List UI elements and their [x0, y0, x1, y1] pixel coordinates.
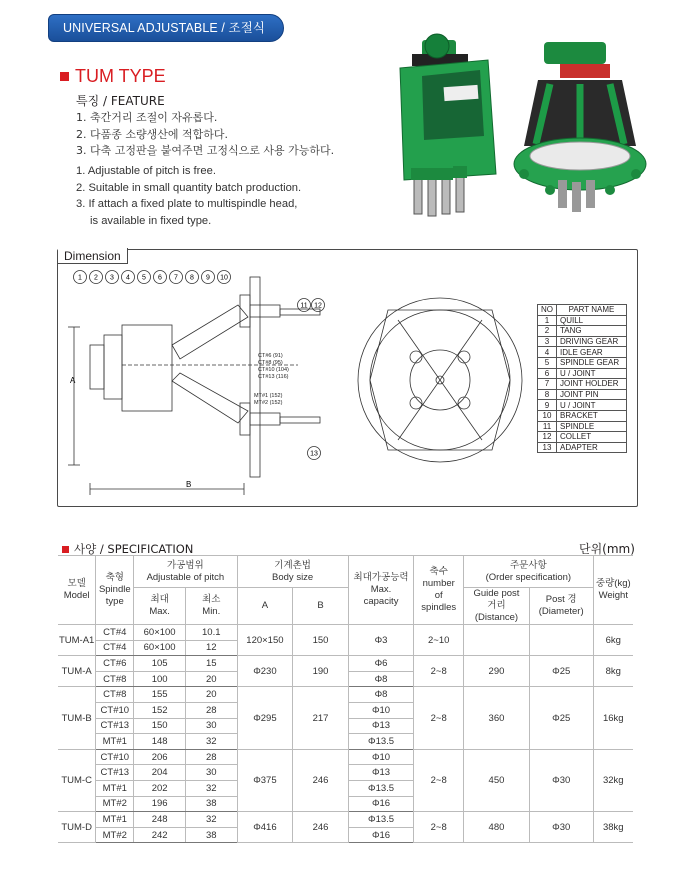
parts-row: [538, 410, 627, 421]
part-no: 8: [538, 389, 557, 400]
parts-row: [538, 442, 627, 453]
spec-pitch-min: 32: [185, 734, 237, 750]
dim-a-label: A: [70, 376, 76, 385]
spec-post-diameter: [529, 625, 593, 656]
spec-guide-post: 360: [464, 687, 530, 749]
product-title: [60, 66, 166, 87]
dim-b-label: B: [186, 480, 192, 489]
spec-body-b: 246: [293, 812, 348, 843]
spec-pitch-min: 28: [185, 749, 237, 765]
col-capacity: 최대가공능력 Max. capacity: [348, 556, 414, 625]
spec-spindle-type: MT#1: [96, 734, 134, 750]
spec-pitch-min: 30: [185, 718, 237, 734]
spec-row: [58, 749, 633, 765]
spec-body-b: 246: [293, 749, 348, 811]
spec-pitch-min: 32: [185, 780, 237, 796]
part-no: 4: [538, 347, 557, 358]
part-no: 7: [538, 379, 557, 390]
ct-note-3: CT#10 (104): [258, 367, 289, 373]
part-name: DRIVING GEAR: [557, 336, 627, 347]
spec-capacity: Φ16: [348, 796, 414, 812]
spec-body-b: 190: [293, 656, 348, 687]
parts-table: [537, 304, 627, 453]
callout-number: 11: [300, 302, 308, 310]
col-weight: 중량(kg) Weight: [593, 556, 633, 625]
callout-number: 9: [206, 274, 210, 282]
spec-guide-post: [464, 625, 530, 656]
spec-model: TUM-B: [58, 687, 96, 749]
callout-number: 2: [94, 274, 98, 282]
spec-pitch-max: 152: [134, 702, 186, 718]
part-name: BRACKET: [557, 410, 627, 421]
section-banner: UNIVERSAL ADJUSTABLE / 조절식: [48, 14, 284, 42]
spec-pitch-max: 100: [134, 671, 186, 687]
parts-row: [538, 326, 627, 337]
col-order: 주문사항 (Order specification): [464, 556, 593, 588]
part-name: SPINDLE GEAR: [557, 357, 627, 368]
spec-row: [58, 656, 633, 672]
spec-capacity: Φ10: [348, 702, 414, 718]
spec-weight: 6kg: [593, 625, 633, 656]
spec-capacity: Φ6: [348, 656, 414, 672]
parts-header-row: [538, 305, 627, 316]
spec-body-a: Φ295: [237, 687, 293, 749]
spec-spindles: 2~8: [414, 749, 464, 811]
col-guide: Guide post 거리 (Distance): [464, 588, 530, 625]
part-no: 10: [538, 410, 557, 421]
spec-pitch-max: 204: [134, 765, 186, 781]
col-pitch-max: 최대 Max.: [134, 588, 186, 625]
callout-number: 12: [314, 302, 322, 310]
callout-number: 3: [110, 274, 114, 282]
part-name: U / JOINT: [557, 368, 627, 379]
spec-spindle-type: CT#6: [96, 656, 134, 672]
spec-heading-text: 사양 / SPECIFICATION: [74, 542, 194, 556]
spec-body-b: 150: [293, 625, 348, 656]
ct-note-4: CT#13 (116): [258, 374, 289, 380]
spec-bullet-icon: [62, 546, 69, 553]
spec-capacity: Φ13: [348, 718, 414, 734]
part-name: IDLE GEAR: [557, 347, 627, 358]
product-photo-box-head: [392, 24, 510, 224]
part-no: 11: [538, 421, 557, 432]
spec-post-diameter: Φ30: [529, 749, 593, 811]
spec-spindle-type: CT#8: [96, 671, 134, 687]
parts-row: [538, 357, 627, 368]
spec-capacity: Φ8: [348, 671, 414, 687]
parts-header-name: PART NAME: [557, 305, 627, 316]
spec-pitch-max: 105: [134, 656, 186, 672]
product-title-text: TUM TYPE: [75, 66, 166, 86]
col-pitch-min: 최소 Min.: [185, 588, 237, 625]
ct-note-2: CT#8 (95): [258, 360, 283, 366]
spec-pitch-max: 206: [134, 749, 186, 765]
spec-guide-post: 450: [464, 749, 530, 811]
spec-pitch-min: 12: [185, 640, 237, 656]
spec-spindle-type: CT#8: [96, 687, 134, 703]
title-bullet-icon: [60, 72, 69, 81]
spec-model: TUM-A: [58, 656, 96, 687]
part-no: 3: [538, 336, 557, 347]
parts-row: [538, 315, 627, 326]
spec-pitch-min: 38: [185, 796, 237, 812]
spec-row: [58, 687, 633, 703]
spec-body-a: Φ416: [237, 812, 293, 843]
spec-post-diameter: Φ25: [529, 687, 593, 749]
spec-pitch-min: 15: [185, 656, 237, 672]
parts-row: [538, 347, 627, 358]
spec-spindle-type: MT#2: [96, 827, 134, 843]
callout-number: 5: [142, 274, 146, 282]
parts-row: [538, 336, 627, 347]
spec-row: [58, 812, 633, 828]
spec-table: [58, 555, 633, 843]
part-name: TANG: [557, 326, 627, 337]
spec-guide-post: 480: [464, 812, 530, 843]
part-name: U / JOINT: [557, 400, 627, 411]
feature-en-3: 3. If attach a fixed plate to multispindle head,: [76, 198, 298, 210]
spec-pitch-min: 20: [185, 687, 237, 703]
spec-spindles: 2~8: [414, 656, 464, 687]
callout-number: 10: [220, 274, 228, 282]
part-name: SPINDLE: [557, 421, 627, 432]
spec-body-b: 217: [293, 687, 348, 749]
feature-list-korean: [76, 110, 334, 160]
spec-pitch-min: 30: [185, 765, 237, 781]
callout-number: 6: [158, 274, 162, 282]
spec-model: TUM-A1: [58, 625, 96, 656]
spec-capacity: Φ10: [348, 749, 414, 765]
spec-pitch-max: 202: [134, 780, 186, 796]
part-no: 2: [538, 326, 557, 337]
callout-number: 7: [174, 274, 178, 282]
product-title-block: [60, 66, 166, 87]
spec-spindles: 2~8: [414, 687, 464, 749]
callout-number: 4: [126, 274, 130, 282]
spec-weight: 38kg: [593, 812, 633, 843]
feature-ko-2: 2. 다품종 소량생산에 적합하다.: [76, 127, 228, 141]
feature-en-3-cont: is available in fixed type.: [90, 214, 212, 227]
parts-row: [538, 400, 627, 411]
spec-capacity: Φ13.5: [348, 780, 414, 796]
parts-row: [538, 389, 627, 400]
spec-spindle-type: CT#10: [96, 702, 134, 718]
spec-spindle-type: CT#4: [96, 640, 134, 656]
feature-en-2: 2. Suitable in small quantity batch production.: [76, 181, 302, 194]
spec-pitch-max: 60×100: [134, 625, 186, 641]
spec-pitch-min: 38: [185, 827, 237, 843]
spec-post-diameter: Φ30: [529, 812, 593, 843]
spec-spindle-type: CT#4: [96, 625, 134, 641]
feature-ko-1: 1. 축간거리 조절이 자유롭다.: [76, 111, 218, 124]
callout-number: 8: [190, 274, 194, 282]
spec-guide-post: 290: [464, 656, 530, 687]
parts-row: [538, 432, 627, 443]
spec-spindle-type: MT#1: [96, 780, 134, 796]
part-no: 5: [538, 357, 557, 368]
part-no: 13: [538, 442, 557, 453]
spec-post-diameter: Φ25: [529, 656, 593, 687]
spec-weight: 16kg: [593, 687, 633, 749]
spec-weight: 8kg: [593, 656, 633, 687]
spec-spindle-type: CT#13: [96, 718, 134, 734]
parts-header-no: NO: [538, 305, 557, 316]
part-no: 12: [538, 432, 557, 443]
parts-row: [538, 421, 627, 432]
feature-list-english: [76, 163, 301, 229]
part-name: QUILL: [557, 315, 627, 326]
spec-body-a: Φ230: [237, 656, 293, 687]
spec-capacity: Φ13.5: [348, 812, 414, 828]
col-spindles: 축수 number of spindles: [414, 556, 464, 625]
spec-capacity: Φ16: [348, 827, 414, 843]
col-body: 기계촌법 Body size: [237, 556, 348, 588]
col-body-b: B: [293, 588, 348, 625]
part-no: 9: [538, 400, 557, 411]
spec-body-a: 120×150: [237, 625, 293, 656]
spec-weight: 32kg: [593, 749, 633, 811]
spec-pitch-max: 148: [134, 734, 186, 750]
spec-pitch-max: 242: [134, 827, 186, 843]
spec-pitch-max: 60×100: [134, 640, 186, 656]
spec-spindle-type: CT#10: [96, 749, 134, 765]
feature-heading: 특징 / FEATURE: [76, 94, 165, 108]
spec-pitch-max: 150: [134, 718, 186, 734]
col-body-a: A: [237, 588, 293, 625]
spec-pitch-min: 10.1: [185, 625, 237, 641]
spec-spindle-type: MT#2: [96, 796, 134, 812]
col-pitch: 가공범위 Adjustable of pitch: [134, 556, 237, 588]
spec-row: [58, 625, 633, 641]
mt-note-2: MT#2 (152): [254, 400, 283, 406]
callout-number: 1: [78, 274, 82, 282]
col-spindle-type: 축형 Spindle type: [96, 556, 134, 625]
spec-spindles: 2~10: [414, 625, 464, 656]
spec-spindle-type: CT#13: [96, 765, 134, 781]
spec-capacity: Φ8: [348, 687, 414, 703]
spec-capacity: Φ3: [348, 625, 414, 656]
part-no: 6: [538, 368, 557, 379]
col-model: 모델 Model: [58, 556, 96, 625]
feature-en-1: 1. Adjustable of pitch is free.: [76, 165, 216, 177]
parts-row: [538, 379, 627, 390]
dimension-drawing: [58, 265, 536, 503]
spec-pitch-max: 155: [134, 687, 186, 703]
ct-note-1: CT#6 (91): [258, 353, 283, 359]
spec-model: TUM-C: [58, 749, 96, 811]
spec-pitch-max: 248: [134, 812, 186, 828]
part-name: JOINT PIN: [557, 389, 627, 400]
mt-note-1: MT#1 (152): [254, 393, 283, 399]
part-name: JOINT HOLDER: [557, 379, 627, 390]
part-name: COLLET: [557, 432, 627, 443]
spec-pitch-min: 28: [185, 702, 237, 718]
spec-pitch-min: 32: [185, 812, 237, 828]
spec-model: TUM-D: [58, 812, 96, 843]
spec-spindle-type: MT#1: [96, 812, 134, 828]
spec-spindles: 2~8: [414, 812, 464, 843]
spec-pitch-max: 196: [134, 796, 186, 812]
spec-unit: 단위(mm): [579, 542, 635, 556]
part-name: ADAPTER: [557, 442, 627, 453]
feature-ko-3: 3. 다축 고정판을 붙여주면 고정식으로 사용 가능하다.: [76, 144, 335, 157]
callout-number: 13: [310, 450, 318, 458]
spec-capacity: Φ13: [348, 765, 414, 781]
product-photo-round-head: [510, 24, 660, 224]
part-no: 1: [538, 315, 557, 326]
dimension-label: Dimension: [58, 248, 128, 264]
spec-body-a: Φ375: [237, 749, 293, 811]
spec-capacity: Φ13.5: [348, 734, 414, 750]
col-post: Post 경 (Diameter): [529, 588, 593, 625]
parts-row: [538, 368, 627, 379]
spec-pitch-min: 20: [185, 671, 237, 687]
